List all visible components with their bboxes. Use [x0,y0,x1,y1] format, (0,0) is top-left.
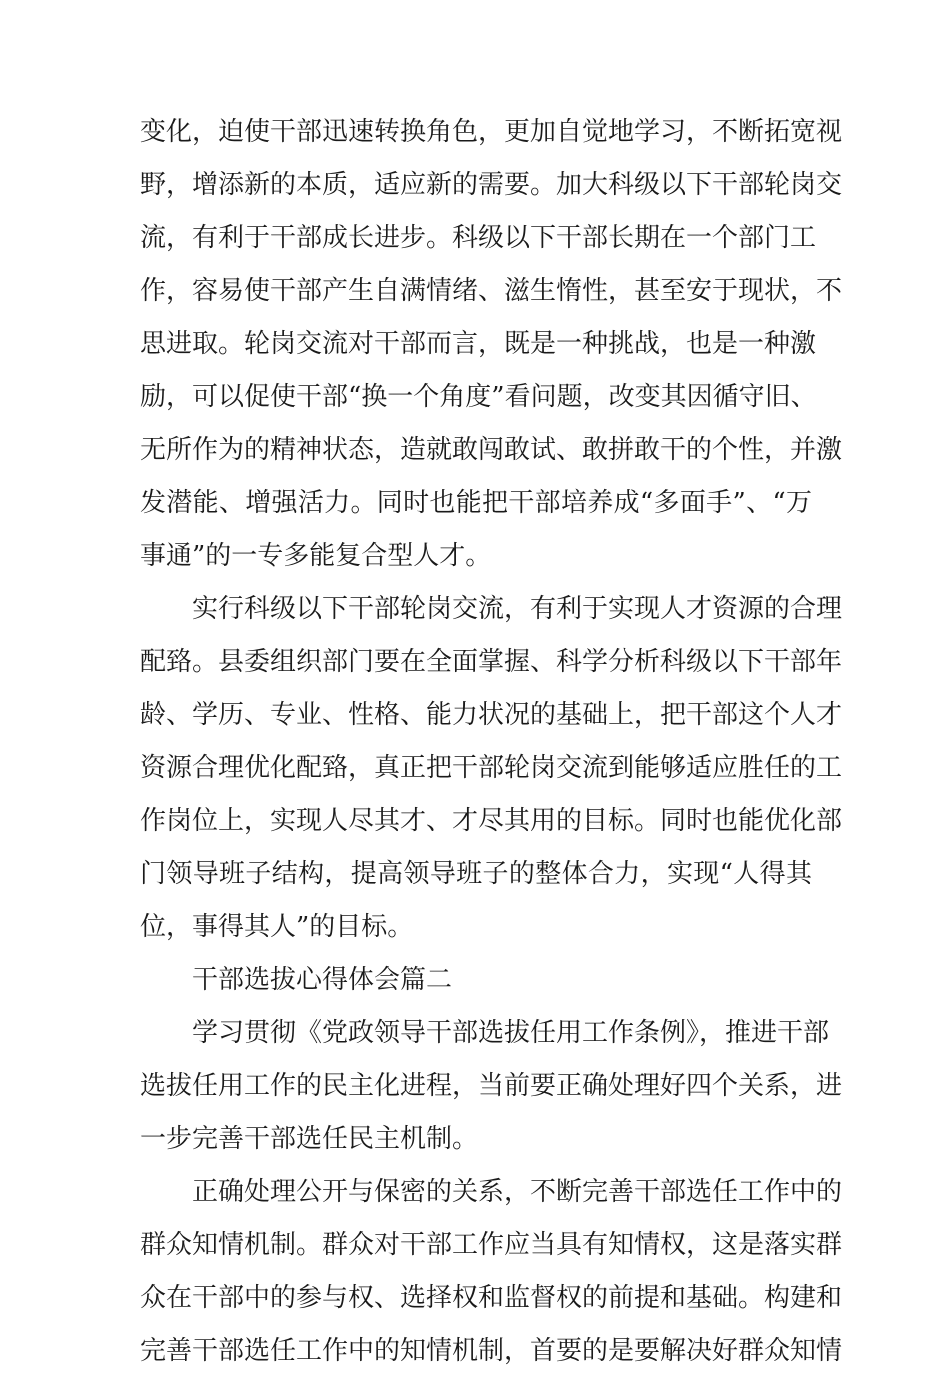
text-line: 学习贯彻《党政领导干部选拔任用工作条例》，推进干部 [192,1018,830,1048]
text-line: 思进取。轮岗交流对干部而言，既是一种挑战，也是一种激 [140,329,817,359]
text-line: 资源合理优化配臵，真正把干部轮岗交流到能够适应胜任的工 [140,753,843,783]
text-line: 励，可以促使干部“换一个角度”看问题，改变其因循守旧、 [140,382,817,412]
text-line: 作岗位上，实现人尽其才、才尽其用的目标。同时也能优化部 [140,806,843,836]
text-line: 完善干部选任工作中的知情机制，首要的是要解决好群众知情 [140,1336,843,1366]
text-line: 一步完善干部选任民主机制。 [140,1124,479,1154]
text-line: 干部选拔心得体会篇二 [192,965,453,995]
text-line: 正确处理公开与保密的关系，不断完善干部选任工作中的 [192,1177,843,1207]
text-line: 变化，迫使干部迅速转换角色，更加自觉地学习，不断拓宽视 [140,117,843,147]
text-line: 作，容易使干部产生自满情绪、滋生惰性，甚至安于现状，不 [140,276,843,306]
text-line: 事通”的一专多能复合型人才。 [140,541,492,571]
text-line: 配臵。县委组织部门要在全面掌握、科学分析科级以下干部年 [140,647,843,677]
text-line: 野，增添新的本质，适应新的需要。加大科级以下干部轮岗交 [140,170,843,200]
text-line: 位，事得其人”的目标。 [140,912,414,942]
text-line: 发潜能、增强活力。同时也能把干部培养成“多面手”、“万 [140,488,812,518]
text-line: 龄、学历、专业、性格、能力状况的基础上，把干部这个人才 [140,700,843,730]
text-line: 无所作为的精神状态，造就敢闯敢试、敢拼敢干的个性，并激 [140,435,843,465]
text-line: 门领导班子结构，提高领导班子的整体合力，实现“人得其 [140,859,812,889]
text-line: 流，有利于干部成长进步。科级以下干部长期在一个部门工 [140,223,817,253]
document-page [140,106,843,1378]
text-line: 实行科级以下干部轮岗交流，有利于实现人才资源的合理 [192,594,843,624]
text-line: 众在干部中的参与权、选择权和监督权的前提和基础。构建和 [140,1283,843,1313]
text-line: 群众知情机制。群众对干部工作应当具有知情权，这是落实群 [140,1230,843,1260]
text-line: 选拔任用工作的民主化进程，当前要正确处理好四个关系，进 [140,1071,843,1101]
